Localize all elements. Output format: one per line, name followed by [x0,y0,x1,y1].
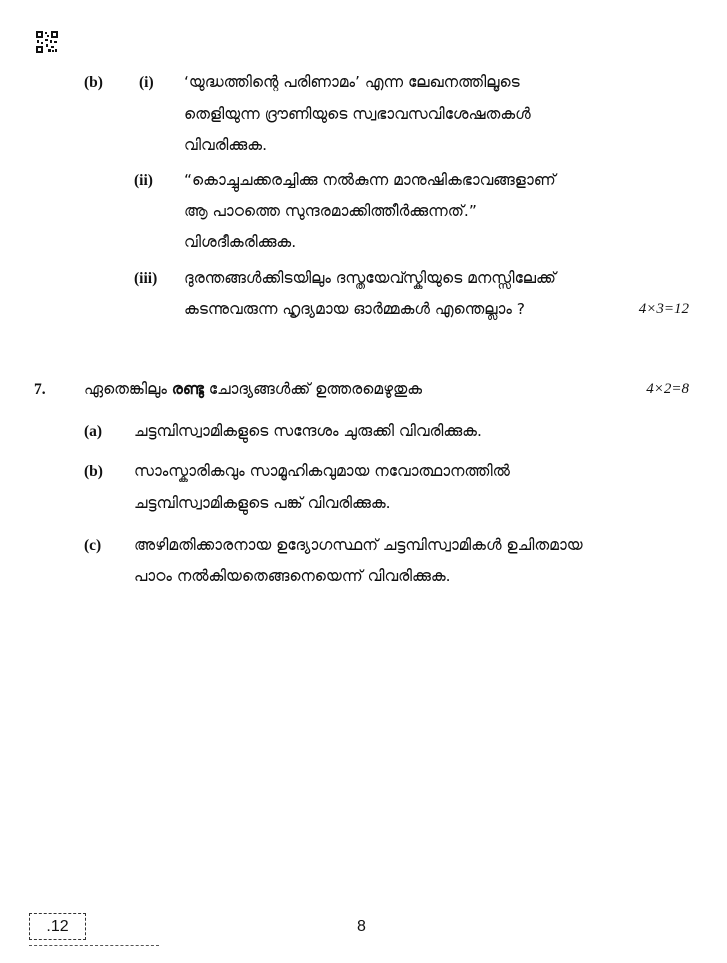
q6b-i-line-3: വിവരിക്കുക. [184,136,268,154]
q7-b-line-1: സാംസ്കാരികവും സാമൂഹികവുമായ നവോത്ഥാനത്തിൽ [134,462,510,480]
q6b-ii-line-1: “കൊച്ചുചക്കരച്ചിക്കു നൽകുന്ന മാനുഷികഭാവങ്ങളാണ് [184,171,556,189]
q7-number: 7. [34,381,46,398]
q7-instruction-post: ചോദ്യങ്ങൾക്ക് ഉത്തരമെഴുതുക [203,380,423,398]
q6b-ii-label: (ii) [134,172,153,189]
q7-instruction-pre: ഏതെങ്കിലും [84,380,172,398]
qr-code-icon [36,31,58,53]
q7-instruction-bold: രണ്ടു [171,380,204,398]
paper-code: .12 [46,917,69,935]
q7-c-label: (c) [84,537,102,554]
q7-b-label: (b) [84,463,103,480]
q7-b-line-2: ചട്ടമ്പിസ്വാമികളുടെ പങ്ക് വിവരിക്കുക. [134,494,391,512]
q7-c-line-2: പാഠം നൽകിയതെങ്ങനെയെന്ന് വിവരിക്കുക. [134,567,451,585]
q6b-label: (b) [84,74,103,91]
page-number: 8 [357,918,366,935]
q7-instruction [84,380,422,399]
q6b-marks: 4×3=12 [638,301,689,317]
q6b-iii-line-2: കടന്നുവരുന്ന ഹൃദ്യമായ ഓർമ്മകൾ എന്തെല്ലാം ? [184,300,525,318]
q7-c-line-1: അഴിമതിക്കാരനായ ഉദ്യോഗസ്ഥന് ചട്ടമ്പിസ്വാമികൾ ഉചിതമായ [134,536,583,554]
q6b-i-line-2: തെളിയുന്ന ദ്രൗണിയുടെ സ്വഭാവസവിശേഷതകൾ [184,105,531,123]
q6b-iii-line-1: ദുരന്തങ്ങൾക്കിടയിലും ദസ്തയേവ്സ്കിയുടെ മനസ്സിലേക്ക് [184,269,556,287]
q7-a-line-1: ചട്ടമ്പിസ്വാമികളുടെ സന്ദേശം ചുരുക്കി വിവരിക്കുക. [134,422,482,440]
q7-marks: 4×2=8 [646,381,689,397]
q6b-i-line-1: ‘യുദ്ധത്തിന്റെ പരിണാമം’ എന്ന ലേഖനത്തിലൂടെ [184,73,520,91]
q6b-ii-line-2: ആ പാഠത്തെ സുന്ദരമാക്കിത്തീർക്കുന്നത്.” [184,202,477,220]
q6b-iii-label: (iii) [134,270,158,287]
paper-code-box [29,913,86,940]
q7-a-label: (a) [84,423,103,440]
code-underline [29,945,159,946]
q6b-i-label: (i) [139,74,154,91]
q6b-ii-line-3: വിശദീകരിക്കുക. [184,233,297,251]
